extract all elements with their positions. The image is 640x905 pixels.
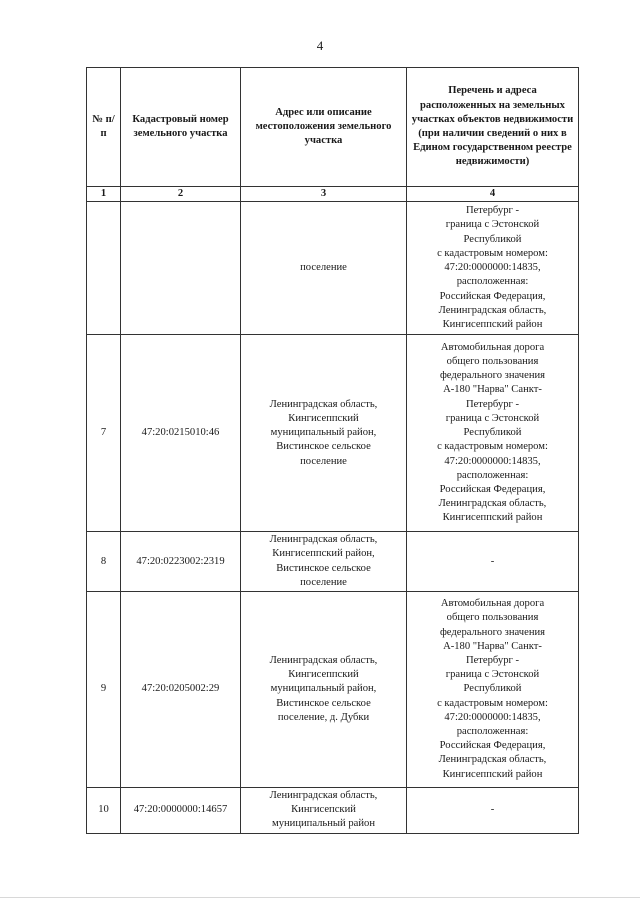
- table-row: [87, 788, 579, 834]
- header-objects: Перечень и адреса расположенных на земельных участках объектов недвижимости (при наличии сведений о них в Едином государственном реестре недвижимости): [407, 68, 579, 187]
- row-cadastral-number: 47:20:0205002:29: [121, 592, 241, 788]
- objects-line: с кадастровым номером:: [437, 441, 548, 453]
- address-line: муниципальный район: [272, 818, 375, 830]
- header-cadastral-number: Кадастровый номер земельного участка: [121, 68, 241, 187]
- row-objects: [407, 592, 579, 788]
- objects-line: федерального значения: [439, 370, 546, 382]
- address-line: Ленинградская область,: [269, 790, 378, 802]
- row-address: [241, 592, 407, 788]
- objects-line: Петербург -: [465, 398, 520, 410]
- address-line: Кингисеппский район,: [272, 548, 375, 560]
- objects-line: общего пользования: [446, 612, 539, 624]
- objects-line: -: [490, 804, 495, 816]
- row-number: 10: [87, 788, 121, 834]
- row-cadastral-number: [121, 202, 241, 335]
- row-number: 7: [87, 335, 121, 532]
- address-line: поселение: [300, 455, 347, 467]
- table-row: [87, 532, 579, 592]
- objects-line: Республикой: [463, 683, 522, 695]
- objects-line: 47:20:0000000:14835,: [444, 455, 541, 467]
- row-objects: [407, 202, 579, 335]
- row-number: 9: [87, 592, 121, 788]
- address-line: поселение, д. Дубки: [277, 711, 370, 723]
- objects-line: граница с Эстонской: [445, 412, 540, 424]
- address-line: Кингисеппский: [288, 669, 359, 681]
- page-number: 4: [316, 38, 324, 53]
- column-number: 2: [121, 187, 241, 202]
- address-line: Ленинградская область,: [269, 398, 378, 410]
- header-number: № п/п: [87, 68, 121, 187]
- objects-line: расположенная:: [456, 469, 529, 481]
- header-address: Адрес или описание местоположения земельного участка: [241, 68, 407, 187]
- column-number: 4: [407, 187, 579, 202]
- row-address: [241, 788, 407, 834]
- objects-line: 47:20:0000000:14835,: [444, 262, 541, 274]
- objects-line: А-180 "Нарва" Санкт-: [443, 384, 542, 396]
- row-address: [241, 202, 407, 335]
- objects-line: общего пользования: [446, 356, 539, 368]
- row-number: [87, 202, 121, 335]
- address-line: поселение: [300, 576, 347, 588]
- objects-line: Ленинградская область,: [438, 498, 547, 510]
- row-objects: [407, 335, 579, 532]
- objects-line: А-180 "Нарва" Санкт-: [443, 640, 542, 652]
- address-line: поселение: [300, 262, 347, 274]
- objects-line: Российская Федерация,: [439, 740, 546, 752]
- row-address: [241, 335, 407, 532]
- objects-line: Петербург -: [465, 205, 520, 217]
- objects-line: Ленинградская область,: [438, 754, 547, 766]
- table-header-row: [87, 68, 579, 187]
- objects-line: Республикой: [463, 427, 522, 439]
- objects-line: Автомобильная дорога: [440, 598, 545, 610]
- objects-line: -: [490, 555, 495, 567]
- objects-line: граница с Эстонской: [445, 669, 540, 681]
- address-line: Ленинградская область,: [269, 534, 378, 546]
- objects-line: с кадастровым номером:: [437, 247, 548, 259]
- column-number: 3: [241, 187, 407, 202]
- table-row: [87, 592, 579, 788]
- objects-line: с кадастровым номером:: [437, 697, 548, 709]
- address-line: Кингисеппский: [288, 412, 359, 424]
- address-line: муниципальный район,: [270, 683, 377, 695]
- table-row: [87, 202, 579, 335]
- address-line: Вистинское сельское: [276, 441, 371, 453]
- objects-line: расположенная:: [456, 726, 529, 738]
- row-number: 8: [87, 532, 121, 592]
- row-cadastral-number: 47:20:0000000:14657: [121, 788, 241, 834]
- objects-line: граница с Эстонской: [445, 219, 540, 231]
- objects-line: Ленинградская область,: [438, 304, 547, 316]
- address-line: Вистинское сельское: [276, 697, 371, 709]
- objects-line: Кингисеппский район: [442, 318, 543, 330]
- objects-line: Российская Федерация,: [439, 290, 546, 302]
- row-cadastral-number: 47:20:0223002:2319: [121, 532, 241, 592]
- column-numbers-row: [87, 187, 579, 202]
- address-line: Ленинградская область,: [269, 655, 378, 666]
- column-number: 1: [87, 187, 121, 202]
- objects-line: Автомобильная дорога: [440, 341, 545, 353]
- objects-line: Кингисеппский район: [442, 768, 543, 780]
- objects-line: 47:20:0000000:14835,: [444, 711, 541, 723]
- address-line: муниципальный район,: [270, 427, 377, 439]
- objects-line: расположенная:: [456, 276, 529, 288]
- table-row: [87, 335, 579, 532]
- objects-line: федерального значения: [439, 626, 546, 638]
- row-cadastral-number: 47:20:0215010:46: [121, 335, 241, 532]
- objects-line: Российская Федерация,: [439, 483, 546, 495]
- objects-line: Республикой: [463, 233, 522, 245]
- objects-line: Петербург -: [465, 655, 520, 666]
- row-address: [241, 532, 407, 592]
- objects-line: Кингисеппский район: [442, 512, 543, 524]
- address-line: Вистинское сельское: [276, 562, 371, 574]
- address-line: Кингисепский: [291, 804, 356, 816]
- row-objects: [407, 788, 579, 834]
- land-plots-table: [86, 67, 579, 834]
- row-objects: [407, 532, 579, 592]
- footer-divider: [0, 897, 640, 898]
